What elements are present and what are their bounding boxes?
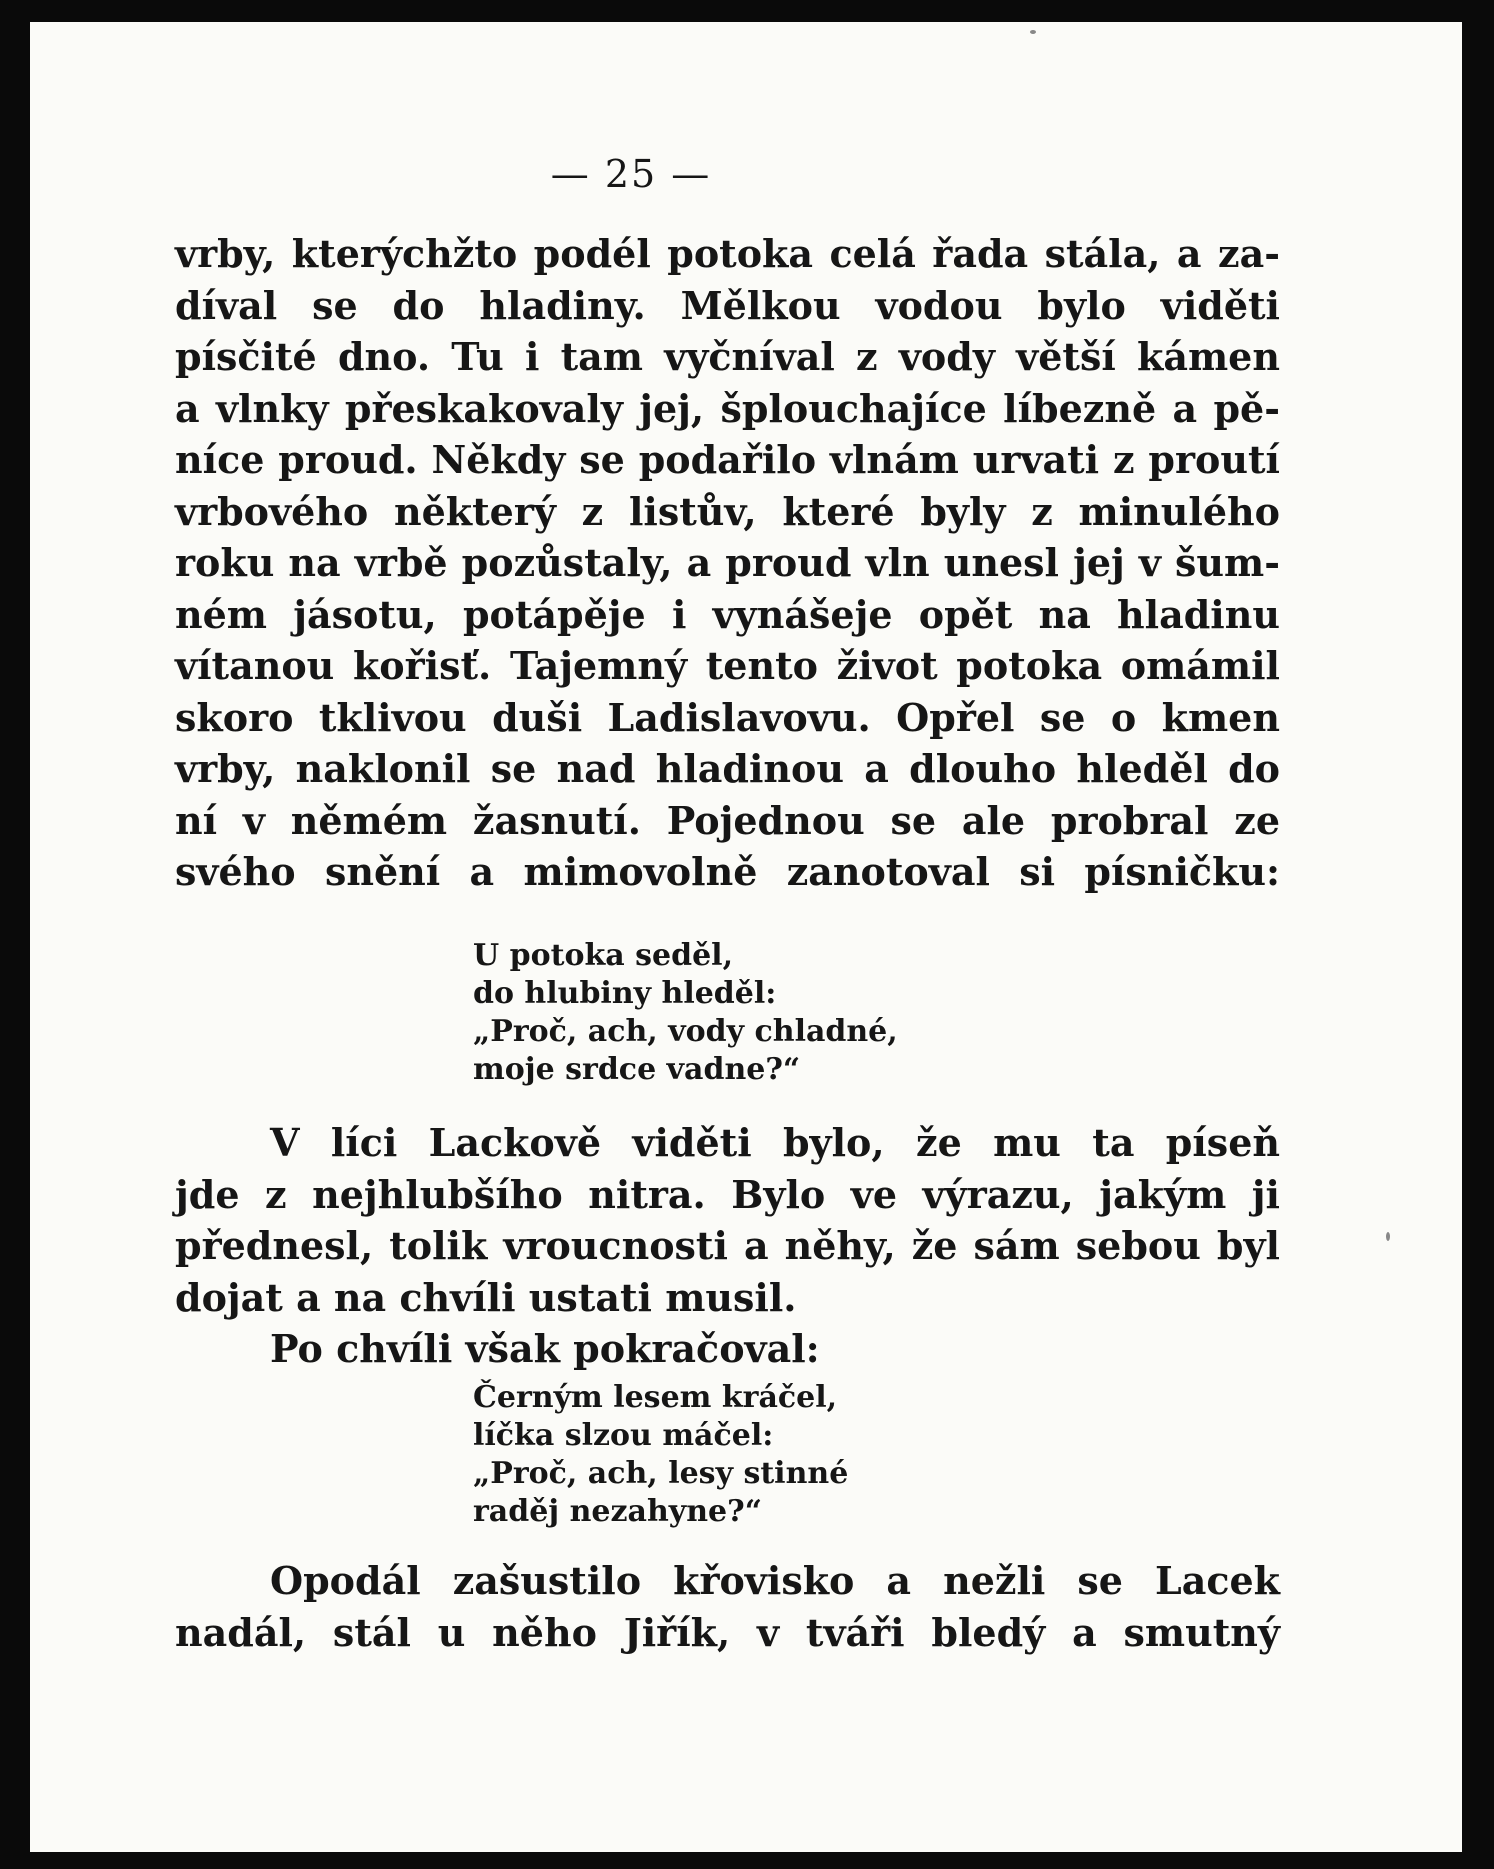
text-line: Po chvíli však pokračoval:: [270, 1326, 820, 1371]
page-number: — 25 —: [550, 152, 712, 196]
text-line: nadál, stál u něho Jiřík, v tváři bledý a smutný: [175, 1609, 1280, 1655]
text-line: ní v němém žasnutí. Pojednou se ale probral ze: [175, 797, 1280, 843]
text-line: jde z nejhlubšího nitra. Bylo ve výrazu, jakým ji: [175, 1171, 1280, 1217]
verse-line: raděj nezahyne?“: [473, 1494, 762, 1529]
paragraph-2: [175, 1117, 1280, 1375]
text-line: a vlnky přeskakovaly jej, šplouchajíce líbezně a pě-: [175, 385, 1280, 431]
paragraph-1: [175, 228, 1280, 898]
verse-line: U potoka seděl,: [473, 938, 734, 973]
text-line: vítanou kořisť. Tajemný tento život potoka omámil: [175, 643, 1280, 688]
verse-line: Černým lesem kráčel,: [473, 1380, 838, 1415]
text-line: ném jásotu, potápěje i vynášeje opět na hladinu: [175, 591, 1280, 637]
text-line: vrby, naklonil se nad hladinou a dlouho hleděl do: [175, 746, 1280, 791]
text-line: svého snění a mimovolně zanotoval si písničku:: [175, 849, 1280, 894]
verse-line: „Proč, ach, lesy stinné: [473, 1456, 849, 1491]
verse-line: líčka slzou máčel:: [473, 1418, 774, 1453]
paper-speck: [1386, 1232, 1390, 1241]
text-line: vrbového některý z listův, které byly z minulého: [175, 488, 1280, 534]
verse-line: „Proč, ach, vody chladné,: [473, 1014, 898, 1049]
paper-speck: [1030, 30, 1036, 34]
text-line: V líci Lackově viděti bylo, že mu ta píseň: [270, 1120, 1280, 1165]
verse-line: do hlubiny hleděl:: [473, 976, 777, 1011]
text-line: písčité dno. Tu i tam vyčníval z vody větší kámen: [175, 334, 1280, 379]
text-line: níce proud. Někdy se podařilo vlnám urvati z proutí: [175, 437, 1280, 482]
verse-2: [473, 1379, 848, 1531]
verse-1: [473, 937, 898, 1089]
verse-line: moje srdce vadne?“: [473, 1052, 801, 1087]
book-page: [30, 22, 1462, 1852]
text-line: roku na vrbě pozůstaly, a proud vln unesl jej v šum-: [175, 540, 1280, 585]
text-line: dojat a na chvíli ustati musil.: [175, 1274, 797, 1320]
paragraph-4: [175, 1555, 1280, 1658]
text-line: díval se do hladiny. Mělkou vodou bylo viděti: [175, 282, 1280, 328]
text-line: vrby, kterýchžto podél potoka celá řada stála, a za-: [175, 231, 1280, 276]
text-line: Opodál zašustilo křovisko a nežli se Lacek: [270, 1558, 1280, 1603]
text-line: skoro tklivou duši Ladislavovu. Opřel se o kmen: [175, 694, 1280, 740]
text-line: přednesl, tolik vroucnosti a něhy, že sám sebou byl: [175, 1223, 1280, 1268]
